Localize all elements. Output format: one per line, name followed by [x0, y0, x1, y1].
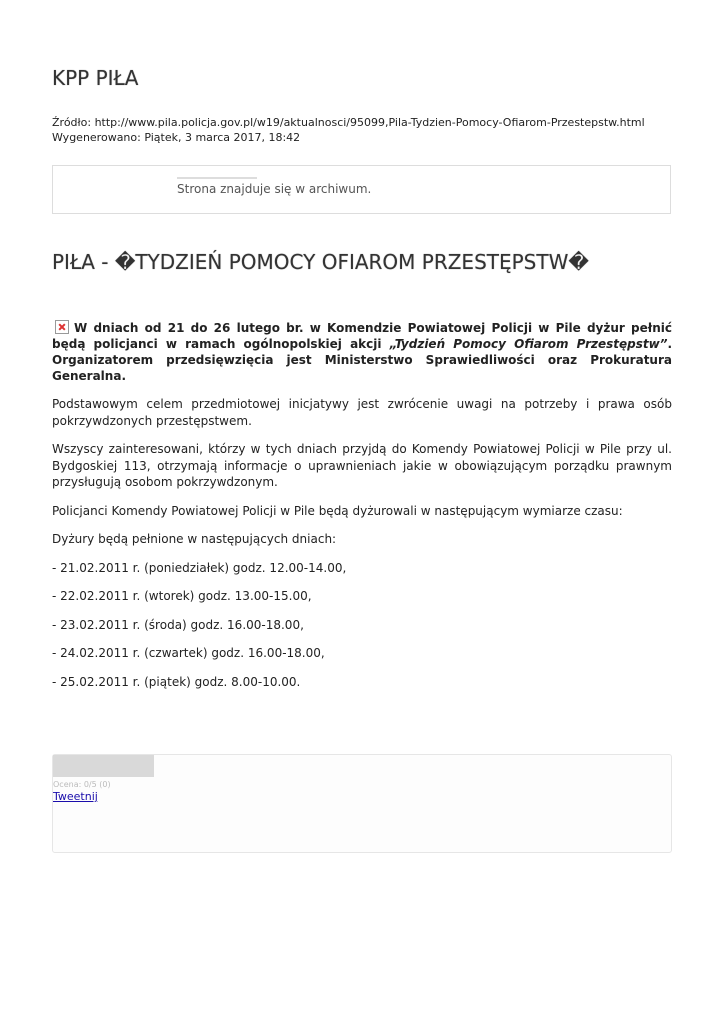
- rating-label: Ocena: 0/5 (0): [53, 780, 111, 789]
- broken-image-icon: [55, 320, 69, 334]
- article-title: PIŁA - �TYDZIEŃ POMOCY OFIAROM PRZESTĘPSTW�: [52, 250, 589, 274]
- article-lead: [52, 320, 672, 384]
- lead-text-1: W dniach od 21 do 26 lutego br. w Komendzie Powiatowej Policji w Pile dyżur pełnić będą policjanci w ramach ogólnopolskiej akcji: [52, 321, 672, 351]
- lead-text-2: . Organizatorem przedsięwzięcia jest Ministerstwo Sprawiedliwości oraz Prokuratura Generalna.: [52, 337, 673, 383]
- tweet-link[interactable]: Tweetnij: [53, 790, 98, 803]
- article-body: [52, 320, 672, 702]
- article-paragraph: Wszyscy zainteresowani, którzy w tych dniach przyjdą do Komendy Powiatowej Policji w Pile przy ul. Bydgoskiej 113, otrzymają informacje o uprawnieniach jakie w obowiązującym porządku prawnym przysługują osobom pokrzywdzonym.: [52, 442, 672, 489]
- article-paragraph: Policjanci Komendy Powiatowej Policji w Pile będą dyżurowali w następującym wymiarze czasu:: [52, 503, 623, 518]
- generated-date: Wygenerowano: Piątek, 3 marca 2017, 18:42: [52, 131, 301, 144]
- article-paragraph: Podstawowym celem przedmiotowej inicjatywy jest zwrócenie uwagi na potrzeby i prawa osób pokrzywdzonych przestępstwem.: [52, 397, 672, 428]
- page-meta: [52, 115, 645, 145]
- article-paragraph: Dyżury będą pełnione w następujących dniach:: [52, 532, 337, 546]
- site-title: KPP PIŁA: [52, 66, 139, 90]
- source-url: Źródło: http://www.pila.policja.gov.pl/w19/aktualnosci/95099,Pila-Tydzien-Pomocy-Ofiarom-Przestepstw.html: [52, 116, 645, 129]
- schedule-item: - 21.02.2011 r. (poniedziałek) godz. 12.00-14.00,: [52, 560, 347, 575]
- lead-campaign-name: „Tydzień Pomocy Ofiarom Przestępstw”: [389, 337, 668, 351]
- schedule-item: - 22.02.2011 r. (wtorek) godz. 13.00-15.00,: [52, 589, 312, 603]
- schedule-item: - 24.02.2011 r. (czwartek) godz. 16.00-18.00,: [52, 646, 325, 660]
- archive-divider: [177, 177, 257, 179]
- rating-box: [52, 754, 672, 853]
- archive-notice-box: [52, 165, 671, 214]
- schedule-item: - 23.02.2011 r. (środa) godz. 16.00-18.00,: [52, 617, 304, 632]
- rating-stars[interactable]: [53, 755, 154, 777]
- archive-notice: Strona znajduje się w archiwum.: [177, 182, 372, 196]
- schedule-item: - 25.02.2011 r. (piątek) godz. 8.00-10.00.: [52, 674, 301, 689]
